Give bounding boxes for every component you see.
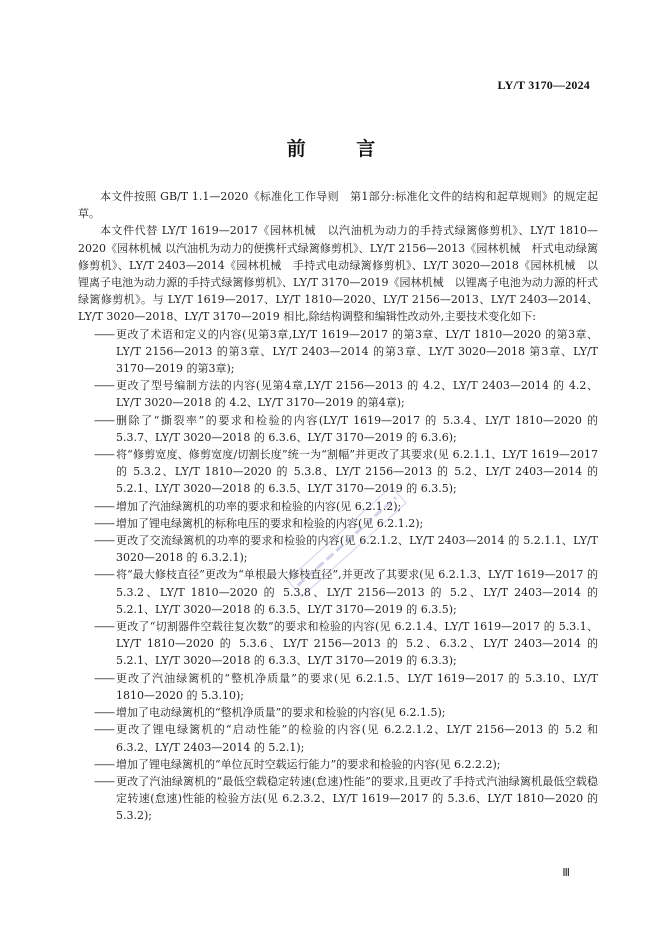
list-item	[78, 756, 598, 773]
dash-marker: ——	[94, 413, 114, 427]
list-item-text: 更改了术语和定义的内容(见第3章,LY/T 1619—2017 的第3章、LY/T 1810—2020 的第3章、LY/T 2156—2013 的第3章、LY/T 2403—2014 的第3章、LY/T 3020—2018 第3章、LY/T 3170—2019 的第3章);	[116, 327, 598, 376]
list-item-text: 更改了汽油绿篱机的“整机净质量”的要求(见 6.2.1.5、LY/T 1619—2017 的 5.3.10、LY/T 1810—2020 的 5.3.10);	[116, 671, 598, 702]
dash-marker: ——	[94, 671, 114, 685]
list-item	[78, 326, 598, 378]
document-body	[78, 188, 598, 825]
list-item-text: 更改了交流绿篱机的功率的要求和检验的内容(见 6.2.1.2、LY/T 2403—2014 的 5.2.1.1、LY/T 3020—2018 的 6.3.2.1);	[116, 534, 598, 565]
dash-marker: ——	[94, 706, 114, 720]
list-item-text: 删除了“撕裂率”的要求和检验的内容(LY/T 1619—2017 的 5.3.4、LY/T 1810—2020 的 5.3.7、LY/T 3020—2018 的 6.3.6、LY/T 3170—2019 的 6.3.6);	[116, 413, 598, 444]
dash-marker: ——	[94, 534, 114, 548]
page-title: 前 言	[286, 138, 398, 160]
dash-marker: ——	[94, 327, 114, 341]
dash-marker: ——	[94, 723, 114, 737]
list-item-text: 更改了汽油绿篱机的“最低空载稳定转速(怠速)性能”的要求,且更改了手持式汽油绿篱机最低空载稳定转速(怠速)性能的检验方法(见 6.2.3.2、LY/T 1619—2017 的 5.3.6、LY/T 1810—2020 的 5.3.2);	[116, 774, 598, 823]
list-item-text: 增加了电动绿篱机的“整机净质量”的要求和检验的内容(见 6.2.1.5);	[116, 706, 446, 720]
list-item-text: 更改了锂电绿篱机的“启动性能”的检验的内容(见 6.2.2.1.2、LY/T 2156—2013 的 5.2 和 6.3.2、LY/T 2403—2014 的 5.2.1);	[116, 723, 598, 754]
list-item	[78, 721, 598, 755]
dash-marker: ——	[94, 568, 114, 582]
list-item	[78, 515, 598, 532]
list-item	[78, 412, 598, 446]
list-item-text: 更改了型号编制方法的内容(见第4章,LY/T 2156—2013 的 4.2、LY/T 2403—2014 的 4.2、LY/T 3020—2018 的 4.2、LY/T 3170—2019 的第4章);	[116, 379, 598, 410]
standard-code: LY/T 3170—2024	[497, 78, 590, 92]
list-item	[78, 670, 598, 704]
list-item	[78, 446, 598, 498]
list-item	[78, 377, 598, 411]
page-number: Ⅲ	[562, 867, 570, 879]
list-item-text: 将“修剪宽度、修剪宽度/切割长度”统一为“割幅”并更改了其要求(见 6.2.1.1、LY/T 1619—2017 的 5.3.2、LY/T 1810—2020 的 5.3.8、LY/T 2156—2013 的 5.2、LY/T 2403—2014 的 5.2.1、LY/T 3020—2018 的 6.3.5、LY/T 3170—2019 的 6.3.5);	[116, 448, 598, 496]
dash-marker: ——	[94, 516, 114, 530]
paragraph: 本文件代替 LY/T 1619—2017《园林机械 以汽油机为动力的手持式绿篱修剪机》、LY/T 1810—2020《园林机械 以汽油机为动力的便携杆式绿篱修剪机》、LY/T 2156—2013《园林机械 杆式电动绿篱修剪机》、LY/T 2403—2014《园林机械 手持式电动绿篱修剪机》、LY/T 3020—2018《园林机械 以锂离子电池为动力源的手持式绿篱修剪机》、LY/T 3170—2019《园林机械 以锂离子电池为动力源的杆式绿篱修剪机》。与 LY/T 1619—2017、LY/T 1810—2020、LY/T 2156—2013、LY/T 2403—2014、LY/T 3020—2018、LY/T 3170—2019 相比,除结构调整和编辑性改动外,主要技术变化如下:	[78, 224, 598, 324]
list-item	[78, 566, 598, 618]
list-item-text: 增加了锂电绿篱机的“单位瓦时空载运行能力”的要求和检验的内容(见 6.2.2.2);	[116, 757, 501, 771]
list-item	[78, 618, 598, 670]
list-item-text: 增加了汽油绿篱机的功率的要求和检验的内容(见 6.2.1.2);	[116, 499, 402, 513]
list-item-text: 将“最大修枝直径”更改为“单根最大修枝直径”,并更改了其要求(见 6.2.1.3、LY/T 1619—2017 的 5.3.2、LY/T 1810—2020 的 5.3.8、LY/T 2156—2013 的 5.2、LY/T 2403—2014 的 5.2.1、LY/T 3020—2018 的 6.3.5、LY/T 3170—2019 的 6.3.5);	[116, 568, 598, 616]
dash-marker: ——	[94, 757, 114, 771]
dash-marker: ——	[94, 499, 114, 513]
dash-marker: ——	[94, 774, 114, 788]
paragraph: 本文件按照 GB/T 1.1—2020《标准化工作导则 第1部分:标准化文件的结构和起草规则》的规定起草。	[78, 190, 598, 221]
list-item	[78, 704, 598, 721]
list-item-text: 更改了“切割器件空载往复次数”的要求和检验的内容(见 6.2.1.4、LY/T 1619—2017 的 5.3.1、LY/T 1810—2020 的 5.3.6、LY/T 2156—2013 的 5.2、6.3.2、LY/T 2403—2014 的 5.2.1、LY/T 3020—2018 的 6.3.3、LY/T 3170—2019 的 6.3.3);	[116, 620, 598, 668]
dash-marker: ——	[94, 379, 114, 393]
change-list	[78, 326, 598, 825]
list-item	[78, 773, 598, 825]
dash-marker: ——	[94, 620, 114, 634]
list-item	[78, 498, 598, 515]
list-item-text: 增加了锂电绿篱机的标称电压的要求和检验的内容(见 6.2.1.2);	[116, 516, 424, 530]
list-item	[78, 532, 598, 566]
dash-marker: ——	[94, 448, 114, 462]
